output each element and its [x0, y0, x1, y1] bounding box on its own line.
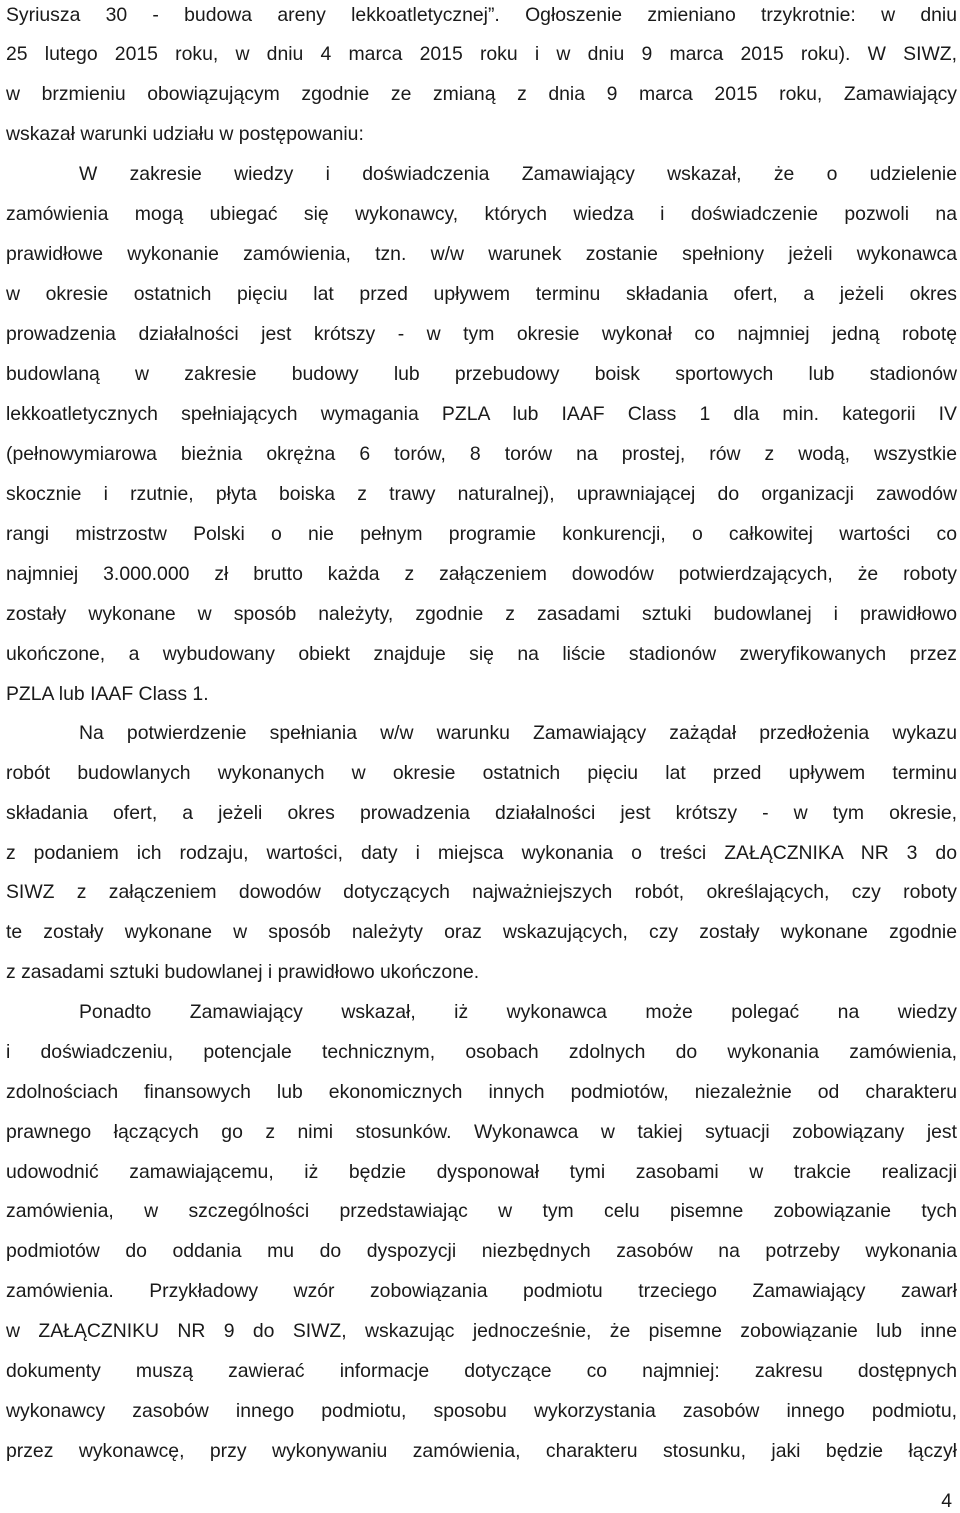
- text-line: składania ofert, a jeżeli okres prowadzenia działalności jest krótszy - w tym okresie,: [6, 802, 957, 824]
- text-line: zostały wykonane w sposób należyty, zgodnie z zasadami sztuki budowlanej i prawidłowo: [6, 603, 957, 625]
- text-line: wskazał warunki udziału w postępowaniu:: [6, 123, 364, 145]
- text-line: z podaniem ich rodzaju, wartości, daty i miejsca wykonania o treści ZAŁĄCZNIKA NR 3 do: [6, 842, 957, 864]
- text-line: wykonawcy zasobów innego podmiotu, sposobu wykorzystania zasobów innego podmiotu,: [6, 1400, 957, 1422]
- text-line: podmiotów do oddania mu do dyspozycji niezbędnych zasobów na potrzeby wykonania: [6, 1240, 957, 1262]
- text-line: dokumenty muszą zawierać informacje dotyczące co najmniej: zakresu dostępnych: [6, 1360, 957, 1382]
- text-line: lekkoatletycznych spełniających wymagania PZLA lub IAAF Class 1 dla min. kategorii IV: [6, 403, 957, 425]
- text-line: w okresie ostatnich pięciu lat przed upływem terminu składania ofert, a jeżeli okres: [6, 283, 957, 305]
- text-line: prawidłowe wykonanie zamówienia, tzn. w/w warunek zostanie spełniony jeżeli wykonawca: [6, 243, 957, 265]
- text-line: budowlaną w zakresie budowy lub przebudowy boisk sportowych lub stadionów: [6, 363, 957, 385]
- text-line: zamówienia, w szczególności przedstawiając w tym celu pisemne zobowiązanie tych: [6, 1200, 957, 1222]
- text-line: z zasadami sztuki budowlanej i prawidłowo ukończone.: [6, 961, 480, 983]
- text-line: W zakresie wiedzy i doświadczenia Zamawiający wskazał, że o udzielenie: [79, 163, 957, 185]
- text-line: przez wykonawcę, przy wykonywaniu zamówienia, charakteru stosunku, jaki będzie łączył: [6, 1440, 957, 1462]
- text-line: zamówienia. Przykładowy wzór zobowiązania podmiotu trzeciego Zamawiający zawarł: [6, 1280, 957, 1302]
- text-line: Na potwierdzenie spełniania w/w warunku Zamawiający zażądał przedłożenia wykazu: [79, 722, 957, 744]
- text-line: skocznie i rzutnie, płyta boiska z trawy naturalnej), uprawniającej do organizacji zawodów: [6, 483, 957, 505]
- text-line: w brzmieniu obowiązującym zgodnie ze zmianą z dnia 9 marca 2015 roku, Zamawiający: [6, 83, 957, 105]
- text-line: (pełnowymiarowa bieżnia okrężna 6 torów, 8 torów na prostej, rów z wodą, wszystkie: [6, 443, 957, 465]
- text-line: PZLA lub IAAF Class 1.: [6, 683, 209, 705]
- page-number: 4: [941, 1490, 952, 1512]
- text-line: udowodnić zamawiającemu, iż będzie dysponował tymi zasobami w trakcie realizacji: [6, 1161, 957, 1183]
- text-line: prawnego łączących go z nimi stosunków. Wykonawca w takiej sytuacji zobowiązany jest: [6, 1121, 957, 1143]
- text-line: rangi mistrzostw Polski o nie pełnym programie konkurencji, o całkowitej wartości co: [6, 523, 957, 545]
- text-line: najmniej 3.000.000 zł brutto każda z załączeniem dowodów potwierdzających, że roboty: [6, 563, 957, 585]
- text-line: Syriusza 30 - budowa areny lekkoatletycznej”. Ogłoszenie zmieniano trzykrotnie: w dniu: [6, 4, 957, 26]
- text-line: w ZAŁĄCZNIKU NR 9 do SIWZ, wskazując jednocześnie, że pisemne zobowiązanie lub inne: [6, 1320, 957, 1342]
- text-line: zdolnościach finansowych lub ekonomicznych innych podmiotów, niezależnie od charakteru: [6, 1081, 957, 1103]
- text-line: prowadzenia działalności jest krótszy - w tym okresie wykonał co najmniej jedną robotę: [6, 323, 957, 345]
- text-line: ukończone, a wybudowany obiekt znajduje się na liście stadionów zweryfikowanych przez: [6, 643, 957, 665]
- text-line: Ponadto Zamawiający wskazał, iż wykonawca może polegać na wiedzy: [79, 1001, 957, 1023]
- text-line: te zostały wykonane w sposób należyty oraz wskazujących, czy zostały wykonane zgodnie: [6, 921, 957, 943]
- text-line: SIWZ z załączeniem dowodów dotyczących najważniejszych robót, określających, czy roboty: [6, 881, 957, 903]
- text-line: i doświadczeniu, potencjale technicznym, osobach zdolnych do wykonania zamówienia,: [6, 1041, 957, 1063]
- text-line: zamówienia mogą ubiegać się wykonawcy, których wiedza i doświadczenie pozwoli na: [6, 203, 957, 225]
- text-line: 25 lutego 2015 roku, w dniu 4 marca 2015 roku i w dniu 9 marca 2015 roku). W SIWZ,: [6, 43, 957, 65]
- text-line: robót budowlanych wykonanych w okresie ostatnich pięciu lat przed upływem terminu: [6, 762, 957, 784]
